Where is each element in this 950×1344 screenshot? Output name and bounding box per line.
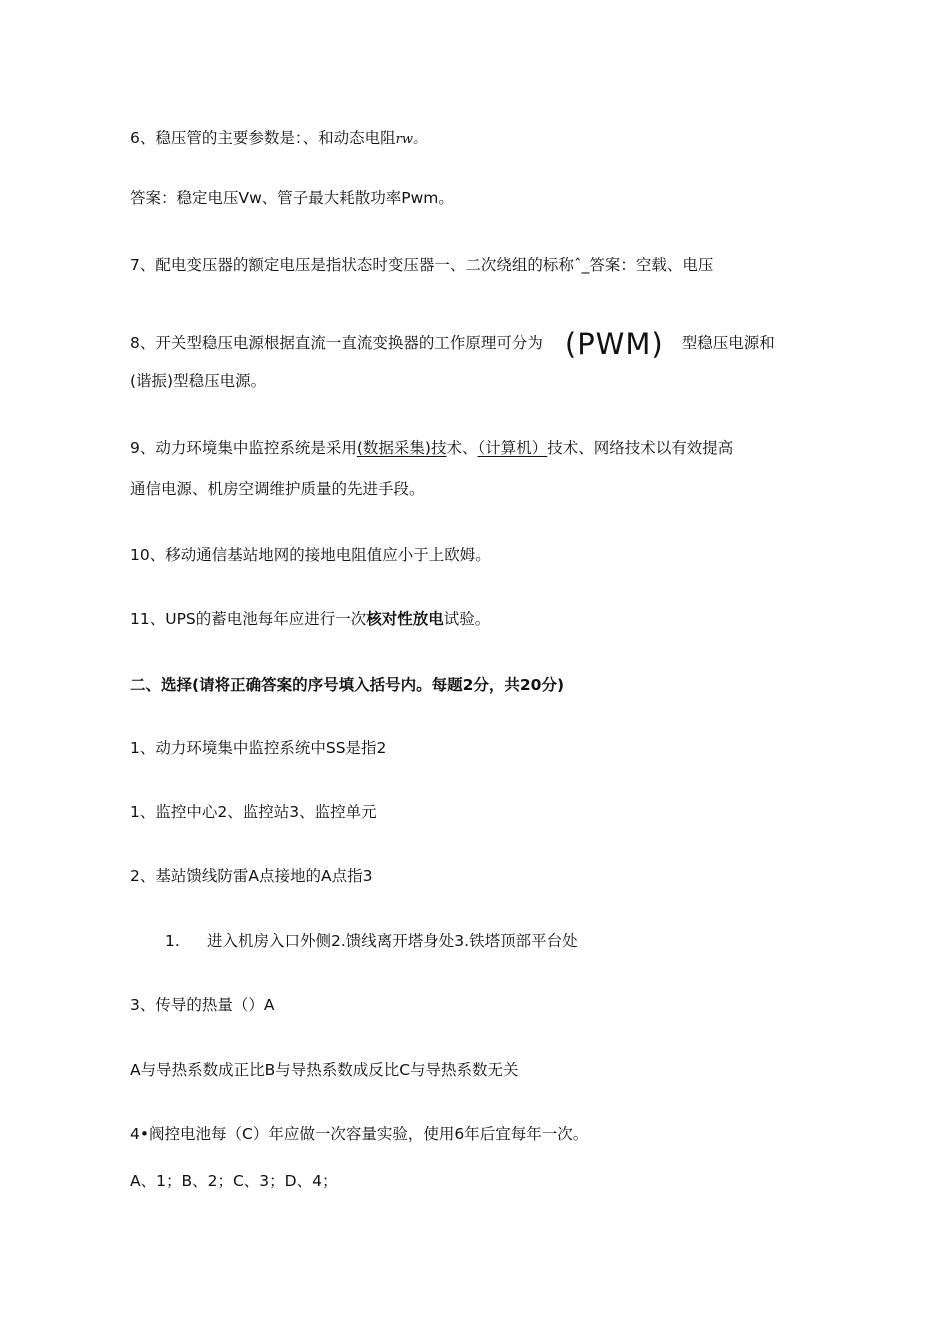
question-11-bold: 核对性放电 <box>366 610 444 628</box>
question-9-line2: 通信电源、机房空调维护质量的先进手段。 <box>130 480 425 498</box>
choice-2-options-index: 1. <box>165 932 180 950</box>
question-9-part3: 技术、网络技术以有效提高 <box>547 439 734 457</box>
choice-4: 4•阀控电池每（C）年应做一次容量实验，使用6年后宜每年一次。 <box>130 1125 589 1143</box>
question-9-blank2: （计算机） <box>477 439 548 457</box>
question-8-line2: (谐振)型稳压电源。 <box>130 372 267 390</box>
question-8-suffix: 型稳压电源和 <box>681 334 775 352</box>
question-6 <box>130 128 426 150</box>
question-6-variable: rw。 <box>395 132 426 147</box>
question-8-prefix: 8、开关型稳压电源根据直流一直流变换器的工作原理可分为 <box>130 334 543 352</box>
question-9-part1: 9、动力环境集中监控系统是采用 <box>130 439 357 457</box>
section-2-heading: 二、选择(请将正确答案的序号填入括号内。每题2分，共20分) <box>130 676 565 694</box>
question-8 <box>130 327 775 361</box>
question-9-part2: 术、 <box>446 439 478 457</box>
question-7: 7、配电变压器的额定电压是指状态时变压器一、二次绕组的标称ˆ_答案：空载、电压 <box>130 256 714 274</box>
question-11-post: 试验。 <box>443 610 491 628</box>
choice-1: 1、动力环境集中监控系统中SS是指2 <box>130 739 387 757</box>
question-6-answer: 答案：稳定电压Vw、管子最大耗散功率Pwm。 <box>130 189 454 207</box>
choice-2-options-text: 进入机房入口外侧2.馈线离开塔身处3.铁塔顶部平台处 <box>207 932 578 950</box>
choice-1-options: 1、监控中心2、监控站3、监控单元 <box>130 803 377 821</box>
choice-4-options: A、1；B、2；C、3；D、4； <box>130 1172 338 1190</box>
question-9 <box>130 438 733 458</box>
question-8-pwm: (PWM) <box>564 327 664 361</box>
question-6-text: 6、稳压管的主要参数是：、和动态电阻 <box>130 129 396 147</box>
choice-2-options <box>165 931 578 951</box>
choice-2: 2、基站馈线防雷A点接地的A点指3 <box>130 867 373 885</box>
question-10: 10、移动通信基站地网的接地电阻值应小于上欧姆。 <box>130 546 491 564</box>
question-11 <box>130 609 490 629</box>
choice-3: 3、传导的热量（）A <box>130 996 275 1014</box>
question-11-pre: 11、UPS的蓄电池每年应进行一次 <box>130 610 367 628</box>
choice-3-options: A与导热系数成正比B与导热系数成反比C与导热系数无关 <box>130 1061 519 1079</box>
question-9-blank1: (数据采集)技 <box>356 439 447 457</box>
